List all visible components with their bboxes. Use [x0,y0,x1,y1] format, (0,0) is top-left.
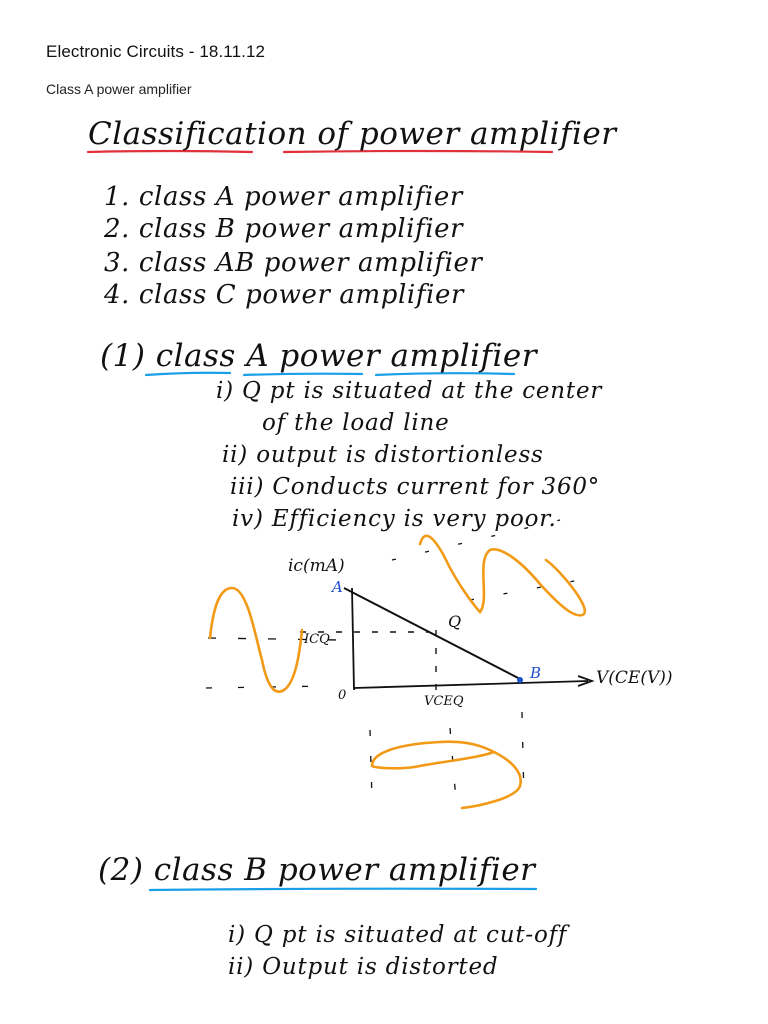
graph-point-b: B [530,664,542,682]
class-a-point: of the load line [262,410,450,436]
bottom-dash-right [522,712,524,800]
class-b-heading: (2) class B power amplifier [98,852,536,888]
right-dash-grid-2 [470,580,580,600]
class-a-point: iv) Efficiency is very poor. [232,506,557,532]
graph-y-label: ic(mA) [288,556,345,576]
class-a-point: ii) output is distortionless [222,442,544,468]
graph-y-axis [352,588,354,690]
class-list-item: 4. class C power amplifier [104,280,464,310]
class-b-blue-underline [150,889,536,890]
page-subtitle: Class A power amplifier [46,81,192,97]
collector-current-wave [420,536,585,616]
graph-point-q: Q [448,612,462,631]
graph-x-axis [354,681,588,688]
class-list-item: 2. class B power amplifier [104,214,464,244]
class-b-point: i) Q pt is situated at cut-off [228,922,568,948]
page-title: Electronic Circuits - 18.11.12 [46,42,266,61]
class-a-point: i) Q pt is situated at the center [216,378,603,404]
class-list-item: 1. class A power amplifier [104,182,463,212]
point-b-dot [517,677,523,683]
graph-origin: 0 [338,688,347,703]
graph-icq-label: ICQ [304,632,330,647]
graph-load-line [344,588,522,680]
bottom-dash-mid [450,728,456,800]
class-b-point: ii) Output is distorted [228,954,499,980]
class-list-item: 3. class AB power amplifier [104,248,483,278]
output-voltage-wave [372,742,521,808]
class-a-heading: (1) class A power amplifier [100,338,538,374]
class-a-point: iii) Conducts current for 360° [230,474,601,500]
graph-x-label: V(CE(V)) [596,668,673,688]
left-dash-grid-2 [206,686,330,688]
graph-vceq-label: VCEQ [424,694,464,709]
graph-point-a: A [332,578,343,596]
input-sine-wave [210,588,302,692]
classification-heading: Classification of power amplifier [88,116,617,152]
